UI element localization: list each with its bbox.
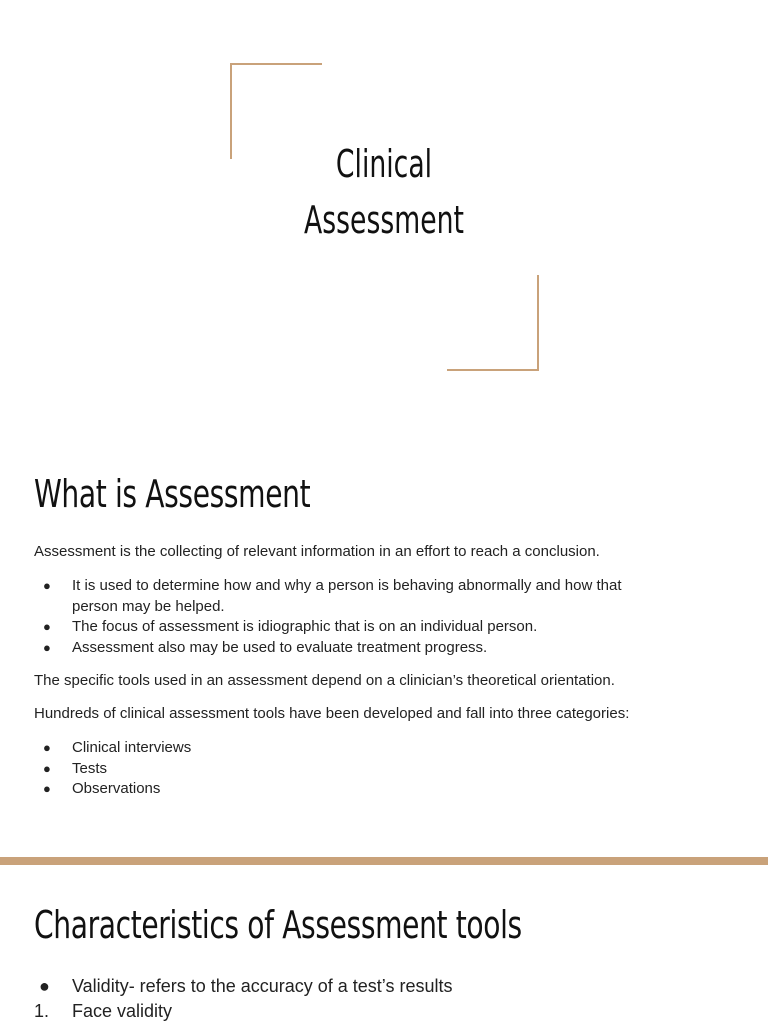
list-item: ● The focus of assessment is idiographic that is on an individual person. [34, 617, 622, 638]
corner-accent-bottom-right [447, 275, 539, 371]
slide-title [267, 136, 501, 248]
bullet-icon: ● [43, 740, 51, 755]
slide-divider [0, 857, 768, 865]
number-marker: 1. [34, 1001, 50, 1021]
intro-paragraph: Assessment is the collecting of relevant information in an effort to reach a conclusion. [34, 543, 600, 560]
bullet-icon: ● [34, 976, 50, 996]
title-line-1: Clinical [335, 142, 433, 186]
list-item: ● Clinical interviews [34, 738, 191, 759]
list-item: ● Assessment also may be used to evaluate treatment progress. [34, 638, 622, 659]
list-item: ● Tests [34, 759, 191, 780]
categories-bullet-list [34, 738, 191, 800]
paragraph-tool-categories: Hundreds of clinical assessment tools have been developed and fall into three categories: [34, 705, 630, 722]
bullet-icon: ● [43, 760, 51, 776]
numbered-item: 1. Face validity [34, 1001, 173, 1021]
list-item: ● Validity- refers to the accuracy of a test’s results [34, 976, 453, 996]
bullet-icon: ● [43, 639, 51, 655]
bullet-icon: ● [43, 781, 51, 796]
assessment-bullet-list [34, 576, 622, 658]
bullet-icon: ● [43, 619, 51, 634]
section-heading-what-is-assessment: What is Assessment [34, 472, 311, 516]
section-heading-characteristics: Characteristics of Assessment tools [34, 903, 522, 947]
list-item: ● Observations [34, 779, 191, 800]
list-item: ● It is used to determine how and why a person is behaving abnormally and how that [34, 576, 622, 597]
title-slide [0, 0, 768, 420]
list-item-continuation: person may be helped. [72, 597, 225, 615]
title-line-2: Assessment [304, 198, 464, 242]
paragraph-tools-orientation: The specific tools used in an assessment depend on a clinician’s theoretical orientation. [34, 672, 615, 689]
bullet-icon: ● [43, 578, 51, 593]
